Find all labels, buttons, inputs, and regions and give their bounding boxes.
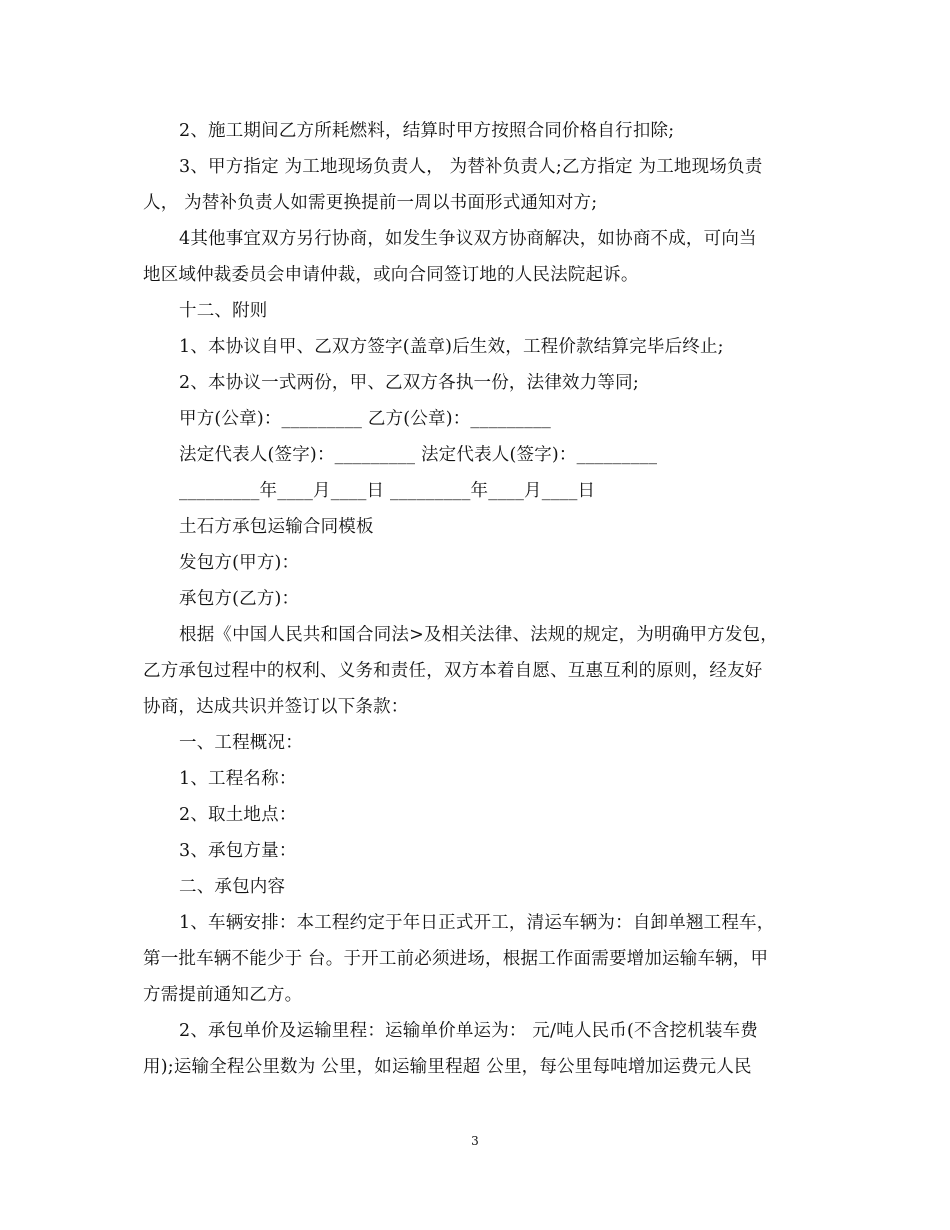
text-line: 1、车辆安排：本工程约定于年日正式开工，清运车辆为：自卸单翘工程车，: [179, 913, 775, 933]
text-line: 土石方承包运输合同模板: [179, 517, 374, 537]
document-body: [143, 113, 811, 1085]
text-line: 甲方(公章)：_________ 乙方(公章)：_________: [179, 409, 551, 429]
text-line: 一、工程概况：: [179, 733, 303, 753]
text-line: 2、施工期间乙方所耗燃料，结算时甲方按照合同价格自行扣除;: [179, 121, 675, 141]
text-line: 1、本协议自甲、乙双方签字(盖章)后生效，工程价款结算完毕后终止;: [179, 337, 724, 357]
text-line: _________年____月____日 _________年____月____日: [179, 481, 596, 501]
text-line: 2、本协议一式两份，甲、乙双方各执一份，法律效力等同;: [179, 373, 639, 393]
page-number: 3: [471, 1134, 479, 1148]
text-line: 乙方承包过程中的权利、义务和责任，双方本着自愿、互惠互利的原则，经友好: [143, 661, 763, 681]
text-line: 方需提前通知乙方。: [143, 985, 303, 1005]
text-line: 用);运输全程公里数为 公里，如运输里程超 公里，每公里每吨增加运费元人民: [143, 1057, 752, 1077]
text-line: 法定代表人(签字)：_________ 法定代表人(签字)：_________: [179, 445, 658, 465]
text-line: 人， 为替补负责人如需更换提前一周以书面形式通知对方;: [143, 193, 598, 213]
text-line: 承包方(乙方)：: [179, 589, 300, 609]
text-line: 发包方(甲方)：: [179, 553, 300, 573]
text-line: 3、甲方指定 为工地现场负责人， 为替补负责人;乙方指定 为工地现场负责: [179, 157, 763, 177]
text-line: 地区域仲裁委员会申请仲裁，或向合同签订地的人民法院起诉。: [143, 265, 639, 285]
text-line: 根据《中国人民共和国合同法>及相关法律、法规的规定，为明确甲方发包，: [179, 625, 778, 645]
text-line: 十二、附则: [179, 301, 268, 321]
text-line: 1、工程名称：: [179, 769, 297, 789]
text-line: 2、取土地点：: [179, 805, 297, 825]
text-line: 3、承包方量：: [179, 841, 297, 861]
text-line: 二、承包内容: [179, 877, 286, 897]
text-line: 协商，达成共识并签订以下条款：: [143, 697, 409, 717]
text-line: 第一批车辆不能少于 台。于开工前必须进场，根据工作面需要增加运输车辆，甲: [143, 949, 769, 969]
text-line: 2、承包单价及运输里程：运输单价单运为： 元/吨人民币(不含挖机装车费: [179, 1021, 758, 1041]
text-line: 4其他事宜双方另行协商，如发生争议双方协商解决，如协商不成，可向当: [179, 229, 757, 249]
